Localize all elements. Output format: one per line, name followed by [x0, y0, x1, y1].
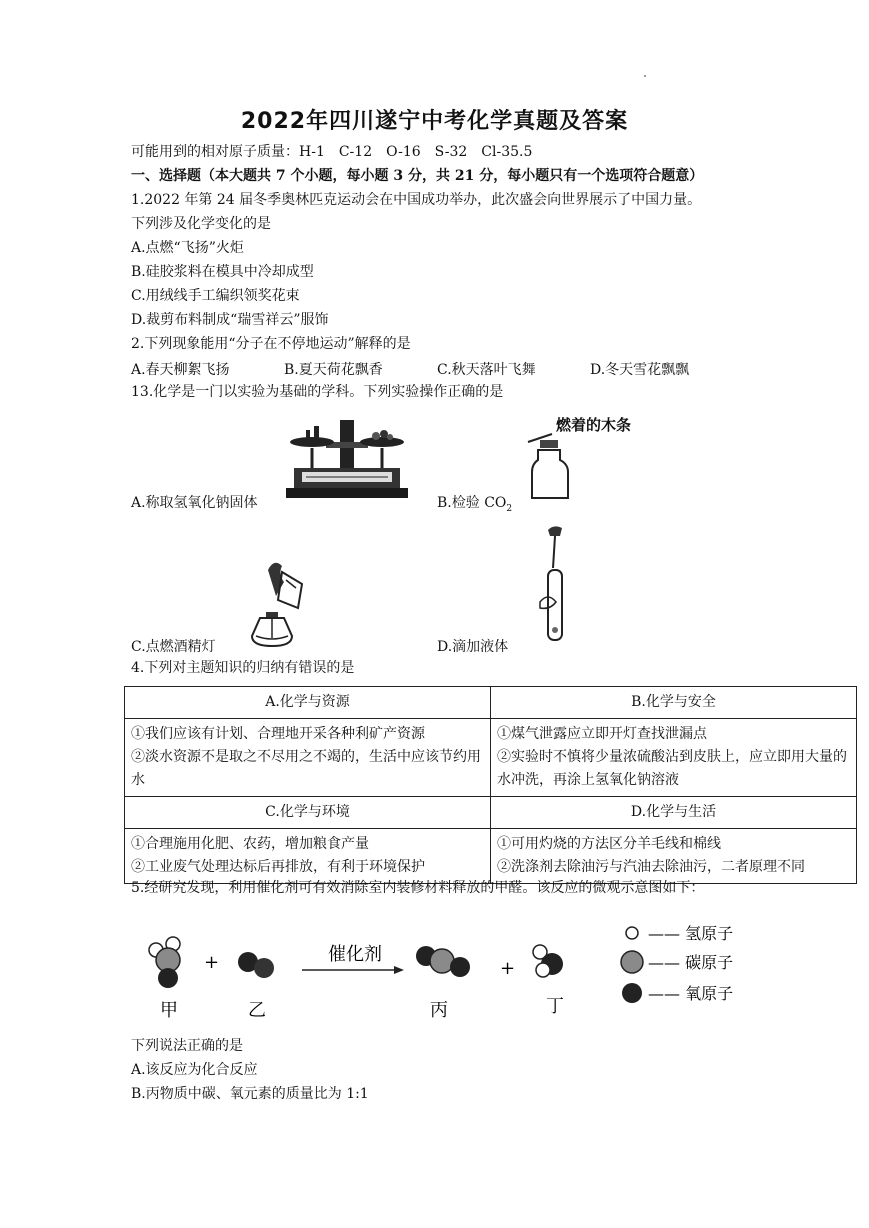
- alcohol-lamp-image: [244, 556, 310, 652]
- table-cell-b: [491, 719, 857, 797]
- q4-stem: 4.下列对主题知识的归纳有错误的是: [131, 660, 355, 676]
- q2-option-a: A.春天柳絮飞扬: [131, 362, 230, 378]
- table-head-b: B.化学与安全: [491, 687, 857, 719]
- hydrogen-atom-icon: [626, 927, 638, 939]
- table-cell-d: [491, 829, 857, 884]
- table-head-a: A.化学与资源: [125, 687, 491, 719]
- label-ding: 丁: [546, 996, 564, 1017]
- q5-option-b: B.丙物质中碳、氧元素的质量比为 1:1: [131, 1086, 369, 1102]
- molecule-yi: [238, 952, 274, 978]
- q1-option-c: C.用绒线手工编织领奖花束: [131, 288, 300, 304]
- table-a-item-2: ②淡水资源不是取之不尽用之不竭的，生活中应该节约用水: [131, 749, 481, 788]
- plus-sign-1: +: [204, 952, 220, 973]
- knowledge-table: [124, 686, 857, 884]
- table-c-item-1: ①合理施用化肥、农药，增加粮食产量: [131, 836, 369, 852]
- q1-option-d: D.裁剪布料制成“瑞雪祥云”服饰: [131, 312, 329, 328]
- page-dot: [644, 75, 646, 77]
- label-yi: 乙: [248, 1000, 266, 1021]
- atom-legend: [620, 920, 770, 1010]
- molecule-bing: [416, 946, 470, 977]
- carbon-atom-icon: [621, 951, 643, 973]
- q3-option-c: C.点燃酒精灯: [131, 639, 216, 655]
- q3-option-d: D.滴加液体: [437, 639, 509, 655]
- label-bing: 丙: [430, 1000, 448, 1021]
- molecule-ding: [533, 945, 563, 977]
- q5-option-a: A.该反应为化合反应: [131, 1062, 258, 1078]
- q1-stem-line2: 下列涉及化学变化的是: [131, 216, 271, 232]
- q2-option-b: B.夏天荷花飘香: [284, 362, 383, 378]
- q1-option-a: A.点燃“飞扬”火炬: [131, 240, 244, 256]
- q5-stem: 5.经研究发现，利用催化剂可有效消除室内装修材料释放的甲醛。该反应的微观示意图如下：: [131, 880, 705, 896]
- reaction-arrowhead: [394, 966, 404, 974]
- q5-question: 下列说法正确的是: [131, 1038, 243, 1054]
- dropper-test-tube-image: [534, 522, 576, 644]
- plus-sign-2: +: [500, 958, 516, 979]
- q2-stem: 2.下列现象能用“分子在不停地运动”解释的是: [131, 336, 411, 352]
- q3-option-b-prefix: B.检验 CO: [437, 495, 507, 511]
- atomic-mass-line: 可能用到的相对原子质量：H-1 C-12 O-16 S-32 Cl-35.5: [131, 144, 533, 160]
- label-jia: 甲: [160, 1000, 178, 1021]
- table-b-item-2: ②实验时不慎将少量浓硫酸沾到皮肤上，应立即用大量的水冲洗，再涂上氢氧化钠溶液: [497, 749, 847, 788]
- reaction-diagram: [140, 916, 620, 1026]
- q3-option-b-subscript: 2: [506, 503, 513, 514]
- table-d-item-1: ①可用灼烧的方法区分羊毛线和棉线: [497, 836, 721, 852]
- wood-strip-label: 燃着的木条: [556, 416, 632, 434]
- table-head-d: D.化学与生活: [491, 797, 857, 829]
- table-head-c: C.化学与环境: [125, 797, 491, 829]
- table-cell-a: [125, 719, 491, 797]
- q1-stem-line1: 1.2022 年第 24 届冬季奥林匹克运动会在中国成功举办，此次盛会向世界展示了中国力量。: [131, 192, 702, 208]
- table-a-item-1: ①我们应该有计划、合理地开采各种利矿产资源: [131, 726, 425, 742]
- q1-option-b: B.硅胶浆料在模具中冷却成型: [131, 264, 314, 280]
- legend-carbon: —— 碳原子: [648, 953, 734, 972]
- molecule-jia: [149, 937, 180, 988]
- catalyst-label: 催化剂: [328, 944, 382, 965]
- gas-bottle-image: [524, 430, 584, 502]
- q2-option-c: C.秋天落叶飞舞: [437, 362, 536, 378]
- table-cell-c: [125, 829, 491, 884]
- q3-option-b: [437, 492, 512, 514]
- page-title: 2022年四川遂宁中考化学真题及答案: [240, 109, 629, 134]
- legend-hydrogen: —— 氢原子: [648, 924, 734, 943]
- oxygen-atom-icon: [622, 983, 642, 1003]
- q3-stem: 13.化学是一门以实验为基础的学科。下列实验操作正确的是: [131, 384, 504, 400]
- table-b-item-1: ①煤气泄露应立即开灯查找泄漏点: [497, 726, 707, 742]
- table-d-item-2: ②洗涤剂去除油污与汽油去除油污，二者原理不同: [497, 859, 805, 875]
- section-header: 一、选择题（本大题共 7 个小题，每小题 3 分，共 21 分，每小题只有一个选项符合题意）: [131, 168, 704, 184]
- q2-option-d: D.冬天雪花飘飘: [590, 362, 690, 378]
- q3-option-a: A.称取氢氧化钠固体: [131, 495, 258, 511]
- table-c-item-2: ②工业废气处理达标后再排放，有利于环境保护: [131, 859, 425, 875]
- legend-oxygen: —— 氧原子: [648, 984, 734, 1003]
- balance-scale-image: [284, 412, 410, 500]
